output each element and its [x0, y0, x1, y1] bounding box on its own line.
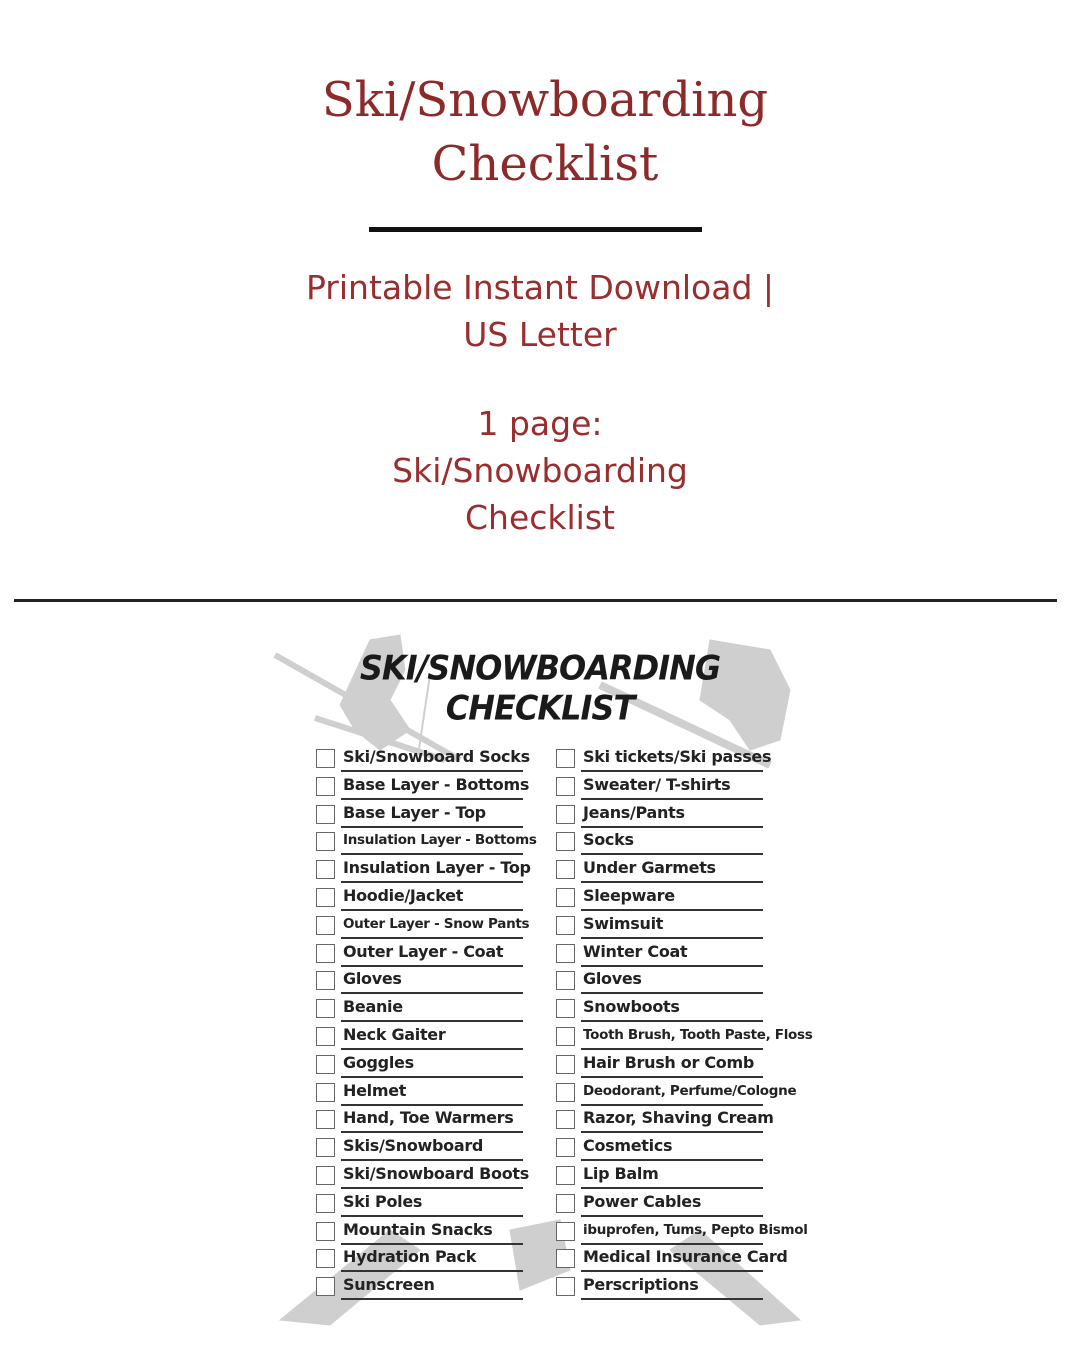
checkbox[interactable]: [316, 999, 335, 1018]
checklist-item-label: Medical Insurance Card: [583, 1247, 788, 1267]
checkbox[interactable]: [556, 805, 575, 824]
write-line: [581, 853, 763, 855]
checkbox[interactable]: [556, 999, 575, 1018]
checklist-item-label: Hand, Toe Warmers: [343, 1108, 514, 1128]
checklist-item-label: Ski/Snowboard Socks: [343, 747, 530, 766]
write-line: [581, 1020, 763, 1022]
page-count-line: Ski/Snowboarding: [392, 451, 688, 490]
checkbox[interactable]: [556, 888, 575, 907]
checkbox[interactable]: [316, 832, 335, 851]
write-line: [581, 1243, 763, 1245]
section-divider: [14, 599, 1057, 602]
write-line: [341, 1104, 523, 1106]
checkbox[interactable]: [556, 1055, 575, 1074]
write-line: [581, 798, 763, 800]
checklist-item-label: Beanie: [343, 997, 403, 1017]
write-line: [581, 1131, 763, 1133]
write-line: [341, 1076, 523, 1078]
write-line: [581, 1076, 763, 1078]
checklist-item-label: Sweater/ T-shirts: [583, 774, 731, 794]
checklist-item-label: Gloves: [583, 969, 642, 989]
subtitle-line: US Letter: [463, 315, 617, 354]
write-line: [581, 909, 763, 911]
checklist-item-label: Deodorant, Perfume/Cologne: [583, 1082, 797, 1099]
checklist-item-label: Sunscreen: [343, 1275, 435, 1295]
checklist-item-label: Sleepware: [583, 885, 675, 905]
write-line: [341, 1159, 523, 1161]
checklist-item-label: Lip Balm: [583, 1163, 659, 1183]
checkbox[interactable]: [556, 749, 575, 768]
checkbox[interactable]: [556, 860, 575, 879]
write-line: [581, 1215, 763, 1217]
write-line: [341, 937, 523, 939]
write-line: [581, 1048, 763, 1050]
write-line: [581, 937, 763, 939]
subtitle-line: Printable Instant Download |: [305, 268, 775, 307]
checkbox[interactable]: [316, 916, 335, 935]
checkbox[interactable]: [316, 1249, 335, 1268]
checklist-item-label: Power Cables: [583, 1191, 702, 1211]
checkbox[interactable]: [316, 888, 335, 907]
checklist-preview: [270, 630, 813, 1330]
checklist-item-label: Base Layer - Bottoms: [343, 774, 530, 794]
write-line: [341, 1048, 523, 1050]
checkbox[interactable]: [556, 777, 575, 796]
checkbox[interactable]: [556, 916, 575, 935]
checklist-item-label: Skis/Snowboard: [343, 1136, 484, 1156]
title-line: Checklist: [431, 136, 659, 192]
page-title: [0, 68, 1080, 196]
title-line: Ski/Snowboarding: [321, 72, 769, 128]
checklist-item-label: Under Garmets: [583, 858, 716, 878]
checklist-item-label: ibuprofen, Tums, Pepto Bismol: [583, 1221, 808, 1238]
checkbox[interactable]: [316, 971, 335, 990]
checkbox[interactable]: [316, 1194, 335, 1213]
write-line: [581, 965, 763, 967]
checklist-item-label: Hoodie/Jacket: [343, 885, 464, 905]
checkbox[interactable]: [556, 1083, 575, 1102]
checklist-item-label: Tooth Brush, Tooth Paste, Floss: [583, 1026, 813, 1043]
checklist-title: SKI/SNOWBOARDING CHECKLIST: [359, 648, 721, 728]
checkbox[interactable]: [556, 1110, 575, 1129]
checkbox[interactable]: [556, 944, 575, 963]
checkbox[interactable]: [316, 1110, 335, 1129]
write-line: [341, 965, 523, 967]
write-line: [581, 1298, 763, 1300]
checkbox[interactable]: [556, 832, 575, 851]
checkbox[interactable]: [556, 1222, 575, 1241]
write-line: [341, 770, 523, 772]
checklist-item-label: Base Layer - Top: [343, 802, 486, 822]
write-line: [581, 826, 763, 828]
checkbox[interactable]: [316, 944, 335, 963]
checkbox[interactable]: [316, 1027, 335, 1046]
write-line: [581, 992, 763, 994]
write-line: [341, 826, 523, 828]
checkbox[interactable]: [316, 1138, 335, 1157]
write-line: [341, 1243, 523, 1245]
checkbox[interactable]: [556, 1138, 575, 1157]
checklist-item-label: Winter Coat: [583, 941, 688, 961]
page-count-line: 1 page:: [477, 404, 603, 443]
checkbox[interactable]: [316, 1277, 335, 1296]
checklist-item-label: Socks: [583, 830, 634, 850]
write-line: [341, 992, 523, 994]
checklist-item-label: Hydration Pack: [343, 1247, 477, 1267]
checklist-item-label: Mountain Snacks: [343, 1219, 493, 1239]
write-line: [341, 1131, 523, 1133]
checkbox[interactable]: [556, 1166, 575, 1185]
write-line: [341, 1270, 523, 1272]
subtitle: [0, 264, 1080, 358]
checklist-item-label: Ski Poles: [343, 1191, 423, 1211]
checkbox[interactable]: [556, 1249, 575, 1268]
checkbox[interactable]: [316, 1222, 335, 1241]
page-count-line: Checklist: [465, 498, 615, 537]
checklist-item-label: Razor, Shaving Cream: [583, 1108, 774, 1128]
checkbox[interactable]: [316, 805, 335, 824]
write-line: [581, 1159, 763, 1161]
checklist-item-label: Cosmetics: [583, 1136, 673, 1156]
write-line: [341, 1298, 523, 1300]
write-line: [341, 1215, 523, 1217]
checklist-item-label: Neck Gaiter: [343, 1024, 446, 1044]
checkbox[interactable]: [316, 860, 335, 879]
checkbox[interactable]: [556, 971, 575, 990]
checklist-item-label: Outer Layer - Snow Pants: [343, 915, 530, 932]
write-line: [341, 909, 523, 911]
write-line: [581, 770, 763, 772]
checkbox[interactable]: [316, 1083, 335, 1102]
checklist-item-label: Perscriptions: [583, 1275, 699, 1295]
checklist-item-label: Jeans/Pants: [583, 802, 685, 822]
checklist-item-label: Ski/Snowboard Boots: [343, 1163, 529, 1183]
write-line: [581, 1104, 763, 1106]
write-line: [341, 1187, 523, 1189]
checklist-item-label: Swimsuit: [583, 913, 664, 933]
write-line: [341, 798, 523, 800]
page-count: [0, 400, 1080, 541]
checklist-item-label: Goggles: [343, 1052, 414, 1072]
checkbox[interactable]: [556, 1027, 575, 1046]
checklist-item-label: Snowboots: [583, 997, 680, 1017]
checklist-item-label: Helmet: [343, 1080, 407, 1100]
checkbox[interactable]: [556, 1194, 575, 1213]
checkbox[interactable]: [556, 1277, 575, 1296]
checklist-item-label: Gloves: [343, 969, 402, 989]
checklist-item-label: Insulation Layer - Top: [343, 858, 531, 878]
checklist-item-label: Ski tickets/Ski passes: [583, 747, 772, 766]
write-line: [581, 1187, 763, 1189]
write-line: [341, 881, 523, 883]
write-line: [581, 881, 763, 883]
checkbox[interactable]: [316, 777, 335, 796]
checklist-item-label: Outer Layer - Coat: [343, 941, 504, 961]
divider: [369, 227, 702, 232]
checklist-item-label: Insulation Layer - Bottoms: [343, 832, 537, 849]
checkbox[interactable]: [316, 1055, 335, 1074]
checklist-item-label: Hair Brush or Comb: [583, 1052, 755, 1072]
checkbox[interactable]: [316, 1166, 335, 1185]
write-line: [341, 853, 523, 855]
write-line: [341, 1020, 523, 1022]
checkbox[interactable]: [316, 749, 335, 768]
write-line: [581, 1270, 763, 1272]
